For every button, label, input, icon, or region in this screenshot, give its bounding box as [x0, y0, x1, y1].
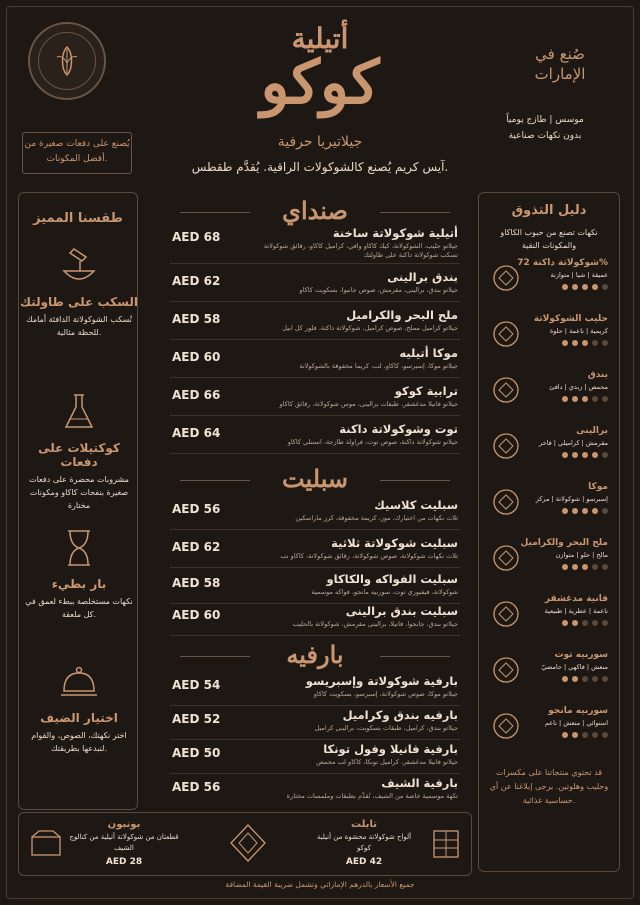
menu-item[interactable]: [170, 308, 460, 340]
item-desc: تكهة موسمية خاصة من الشيف، تُقدَّم بطبقات وملمسات مختارة: [286, 792, 458, 800]
intensity-dot: [602, 284, 608, 290]
feature-guest-choice: [19, 659, 139, 755]
menu-item[interactable]: [170, 674, 460, 706]
tablet-title: تابلت: [351, 819, 377, 830]
guide-subtitle: نكهات تصنع من حبوب الكاكاو والمكونات النقية: [500, 228, 598, 250]
item-price: AED 68: [172, 230, 221, 244]
menu-item[interactable]: [170, 708, 460, 740]
guide-item: [486, 424, 612, 472]
bonbon-desc: قطعتان من شوكولاتة أتيلية من كتالوج الشيف: [69, 833, 179, 852]
guide-item-name: ملح البحر والكراميل: [520, 538, 608, 548]
item-price: AED 62: [172, 540, 221, 554]
guide-item-name: فانية مدغشقر: [544, 594, 608, 604]
hourglass-icon: [56, 525, 102, 571]
ritual-title: طقسنا المميز: [33, 211, 123, 226]
intensity-dot: [572, 564, 578, 570]
intensity-dot: [592, 732, 598, 738]
item-name: سبليت كلاسيك: [374, 498, 458, 512]
made-in-line2: الإمارات: [534, 65, 586, 83]
footer-note: جميع الأسعار بالدرهم الإماراتي وتشمل ضريبة القيمة المضافة: [225, 880, 415, 889]
mango-icon: [490, 710, 522, 742]
feature-slow-bar-title: بار بطيء: [51, 577, 107, 591]
intensity-dot: [572, 508, 578, 514]
item-desc: شوكولاتة، فيفيوري توت، سوربيه مانجو، فواكه موسمية: [311, 588, 458, 596]
bonbon-price: AED 28: [105, 857, 143, 867]
fresh-info: [470, 112, 620, 144]
extras-box: [18, 812, 472, 876]
feature-cocktails-title: كوكتيلات على دفعات: [38, 441, 120, 469]
intensity-dot: [592, 620, 598, 626]
flask-icon: [56, 389, 102, 435]
intensity-rating: [562, 620, 608, 626]
item-name: توت وشوكولاتة داكنة: [339, 422, 458, 436]
subtitle: آيس كريم يُصنع كالشوكولات الراقية. يُقدَّم طقطس.: [191, 160, 449, 174]
section-parfait-title: بارفيه: [286, 640, 344, 669]
item-desc: جيلاتو شوكولاتة داكنة، صوص توت، فراولة طازجة، استنلي كاكاو: [287, 438, 458, 446]
mocha-icon: [490, 486, 522, 518]
item-name: سبليت الفواكه والكاكاو: [326, 572, 458, 586]
pouring-bowl-icon: [56, 243, 102, 289]
guide-item: [486, 312, 612, 360]
intensity-dot: [562, 284, 568, 290]
guide-item: [486, 592, 612, 640]
item-desc: جيلاتو بندق، برالينى، مقرمش، صوص جانبوا، بسكويت كاكاو: [299, 286, 458, 294]
intensity-rating: [562, 396, 608, 402]
allergy-note: قد تحتوي منتجاتنا على مكسرات وحليب وهلوتين. يرجى إبلاغنا عن أي حساسية غذائية.: [489, 768, 609, 805]
intensity-dot: [572, 732, 578, 738]
intensity-rating: [562, 284, 608, 290]
feature-pour: [19, 243, 139, 339]
small-batch-note: يُصنع على دفعات صغيرة من أفضل المكونات.: [22, 132, 132, 174]
section-parfait-heading: [170, 640, 460, 669]
guide-item-notes: عميقة | شيا | متوازنة: [550, 271, 608, 279]
feature-guest-choice-title: اختيار الضيف: [40, 711, 118, 725]
berry-icon: [490, 654, 522, 686]
tablet-offer[interactable]: [309, 819, 419, 867]
intensity-dot: [592, 452, 598, 458]
bonbon-box-icon: [29, 827, 63, 861]
made-in-line1: صُنع في: [535, 45, 585, 63]
item-desc: جيلاتو موكا، إسبرسو، كاكاو، لب، كريما مخفوقة بالشوكولاتة: [299, 362, 458, 370]
salted-caramel-icon: [490, 542, 522, 574]
intensity-rating: [562, 508, 608, 514]
item-name: سبليت بندق برالينى: [345, 604, 458, 618]
menu-item[interactable]: [170, 572, 460, 604]
guide-item-notes: منعش | فاكهي | حامضيّ: [541, 663, 608, 671]
diamond-ornament-icon: [229, 823, 267, 863]
section-sundae-heading: [170, 196, 460, 225]
guide-item: [486, 536, 612, 584]
feature-cocktails: [19, 389, 139, 512]
menu-item[interactable]: [170, 604, 460, 636]
menu-item[interactable]: [170, 742, 460, 774]
item-desc: جيلاتو بندق، جانجوا، فانيلا، برالينى مقرمش، شوكولاتة بالحليب: [292, 620, 458, 628]
item-price: AED 60: [172, 350, 221, 364]
bonbon-title: بونبون: [107, 819, 141, 830]
guide-item-notes: مالح | حلو | متوازن: [555, 551, 608, 559]
cocoa-leaf-icon: [47, 41, 87, 81]
item-desc: جيلاتو بندق، كراميل، طبقات بسكويت، برالينى كراميل: [314, 724, 458, 732]
item-price: AED 64: [172, 426, 221, 440]
item-price: AED 56: [172, 502, 221, 516]
tablet-price: AED 42: [345, 857, 383, 867]
intensity-dot: [562, 396, 568, 402]
intensity-dot: [582, 396, 588, 402]
milk-chocolate-icon: [490, 318, 522, 350]
intensity-dot: [582, 732, 588, 738]
intensity-dot: [562, 676, 568, 682]
guide-item-notes: استوائي | منعش | ناعم: [544, 719, 608, 727]
intensity-dot: [582, 508, 588, 514]
fresh-line1: موسس | طازج يومياً: [506, 115, 584, 125]
intensity-dot: [572, 284, 578, 290]
intensity-dot: [582, 676, 588, 682]
item-name: ترابية كوكو: [394, 384, 458, 398]
menu-item[interactable]: [170, 422, 460, 454]
guide-item-name: برالينى: [576, 426, 608, 436]
menu-item[interactable]: [170, 536, 460, 568]
intensity-dot: [572, 452, 578, 458]
intensity-dot: [562, 620, 568, 626]
guide-title: دليل التذوق: [511, 203, 587, 218]
intensity-dot: [562, 508, 568, 514]
menu-item[interactable]: [170, 498, 460, 530]
menu-item[interactable]: [170, 384, 460, 416]
section-split-title: سبليت: [281, 464, 349, 493]
menu-item[interactable]: [170, 270, 460, 302]
item-desc: ثلاث نكهات شوكولاتة، صوص شوكولاتة، رقائق شوكولاتة، كاكاو نب: [280, 552, 458, 560]
item-price: AED 62: [172, 274, 221, 288]
fresh-line2: بدون نكهات صناعية: [508, 131, 582, 141]
guide-item: [486, 704, 612, 752]
intensity-dot: [592, 396, 598, 402]
item-name: بارفية الشيف: [381, 776, 458, 790]
intensity-rating: [562, 732, 608, 738]
intensity-dot: [592, 284, 598, 290]
menu-item[interactable]: [170, 226, 460, 264]
guide-item-notes: كريمية | ناعمة | حلوة: [549, 327, 608, 335]
item-name: موكا أتيليه: [399, 346, 458, 360]
item-name: بارفية فانيلا وفول تونكا: [323, 742, 458, 756]
intensity-dot: [602, 620, 608, 626]
intensity-dot: [602, 732, 608, 738]
intensity-dot: [572, 676, 578, 682]
intensity-dot: [572, 620, 578, 626]
item-name: أتيلية شوكولاتة ساخنة: [332, 226, 458, 240]
guide-item: [486, 368, 612, 416]
intensity-dot: [602, 676, 608, 682]
item-name: سبليت شوكولاتة ثلاثية: [331, 536, 458, 550]
intensity-dot: [582, 452, 588, 458]
intensity-dot: [582, 564, 588, 570]
hazelnut-icon: [490, 374, 522, 406]
item-desc: جيلاتو موكا، صوص شوكولاتة، إسبرسو، بسكويت كاكاو: [313, 690, 458, 698]
intensity-dot: [562, 732, 568, 738]
intensity-dot: [592, 676, 598, 682]
item-price: AED 66: [172, 388, 221, 402]
intensity-dot: [592, 564, 598, 570]
guide-item-notes: محمص | زبدي | دافئ: [549, 383, 608, 391]
guide-item-name: حليب الشوكولاتة: [533, 314, 608, 324]
item-name: بندق برالينى: [387, 270, 458, 284]
guide-item-name: بندق: [587, 370, 608, 380]
ritual-panel: [18, 192, 138, 810]
item-price: AED 50: [172, 746, 221, 760]
tagline: جيلاتيريا حرفية: [277, 134, 363, 150]
item-price: AED 52: [172, 712, 221, 726]
intensity-rating: [562, 340, 608, 346]
bonbon-offer[interactable]: [59, 819, 189, 867]
guide-item-notes: إسبرسو | شوكولاتة | مركز: [535, 495, 608, 503]
intensity-dot: [562, 340, 568, 346]
item-name: ملح البحر والكراميل: [346, 308, 458, 322]
tablet-desc: ألواح شوكولاتة محشوة من أتيلية كوكو: [316, 833, 412, 852]
item-price: AED 56: [172, 780, 221, 794]
feature-guest-choice-desc: اختر نكهتك، الصوص، والقوام لنبدعها بطريقتك.: [31, 731, 127, 753]
intensity-dot: [582, 284, 588, 290]
menu-item[interactable]: [170, 346, 460, 378]
brand-name-small: أتيلية: [291, 22, 349, 55]
intensity-dot: [592, 340, 598, 346]
feature-slow-bar: [19, 525, 139, 621]
item-price: AED 54: [172, 678, 221, 692]
intensity-rating: [562, 564, 608, 570]
guide-item: [486, 256, 612, 304]
intensity-rating: [562, 452, 608, 458]
item-price: AED 58: [172, 576, 221, 590]
item-price: AED 58: [172, 312, 221, 326]
intensity-dot: [582, 340, 588, 346]
item-name: بارفية شوكولاتة وإسبريسو: [305, 674, 458, 688]
praline-icon: [490, 430, 522, 462]
brand-seal-logo: [28, 22, 106, 100]
item-desc: جيلاتو حليب، الشوكولاتة، كيك كاكاو وافي، كراميل كاكاو، رقائق شوكولاتة تسكب شوكولاتة داكنة على طاولتك: [263, 242, 458, 259]
feature-slow-bar-desc: نكهات مستخلصة ببطء لعمق في كل ملعقة.: [25, 597, 133, 619]
guide-item-notes: مقرمش | كراميلي | فاخر: [539, 439, 608, 447]
cloche-icon: [56, 659, 102, 705]
intensity-dot: [562, 564, 568, 570]
item-desc: ثلاث نكهات من اختيارك، موز، كريمة مخفوقة، كرز ماراسكين: [295, 514, 458, 522]
intensity-dot: [602, 340, 608, 346]
intensity-dot: [602, 564, 608, 570]
section-split-heading: [170, 464, 460, 493]
feature-cocktails-desc: مشروبات محضرة على دفعات صغيرة بنفحات كاكاو ومكونات مختارة: [29, 475, 129, 510]
item-price: AED 60: [172, 608, 221, 622]
item-desc: جيلاتو فانيلا مدغشقر، طبقات برالينى، موس شوكولاتة، رقائق كاكاو: [279, 400, 458, 408]
intensity-dot: [572, 340, 578, 346]
intensity-dot: [602, 452, 608, 458]
intensity-dot: [602, 508, 608, 514]
intensity-dot: [582, 620, 588, 626]
intensity-dot: [592, 508, 598, 514]
made-in-uae: [500, 44, 620, 84]
intensity-dot: [602, 396, 608, 402]
guide-item: [486, 480, 612, 528]
item-desc: جيلاتو كراميل مملح، صوص كراميل، شوكولاتة داكنة، فلور كل ابيل: [282, 324, 458, 332]
chocolate-tablet-icon: [429, 827, 463, 861]
intensity-rating: [562, 676, 608, 682]
intensity-dot: [572, 396, 578, 402]
guide-item-name: شوكولاتة داكنة 72%: [517, 258, 608, 268]
guide-item-name: سوربيه مانجو: [548, 706, 608, 716]
feature-pour-title: السكب على طاولتك: [20, 295, 138, 309]
guide-item-notes: ناعمة | عطرية | طبيعية: [544, 607, 608, 615]
item-desc: جيلاتو فانيلا مدغشقر، كراميل تونكا، كاكاو لب محمص: [316, 758, 458, 766]
guide-item: [486, 648, 612, 696]
section-sundae-title: صنداي: [282, 196, 348, 225]
guide-item-name: موكا: [588, 482, 608, 492]
item-name: بارفيه بندق وكراميل: [342, 708, 458, 722]
brand-name-large: كوكو: [260, 48, 380, 118]
vanilla-icon: [490, 598, 522, 630]
feature-pour-desc: تُسكب الشوكولاتة الدافئة أمامك للحظة مثالية.: [26, 315, 132, 337]
menu-item[interactable]: [170, 776, 460, 808]
guide-item-name: سوربيه توت: [554, 650, 608, 660]
intensity-dot: [562, 452, 568, 458]
